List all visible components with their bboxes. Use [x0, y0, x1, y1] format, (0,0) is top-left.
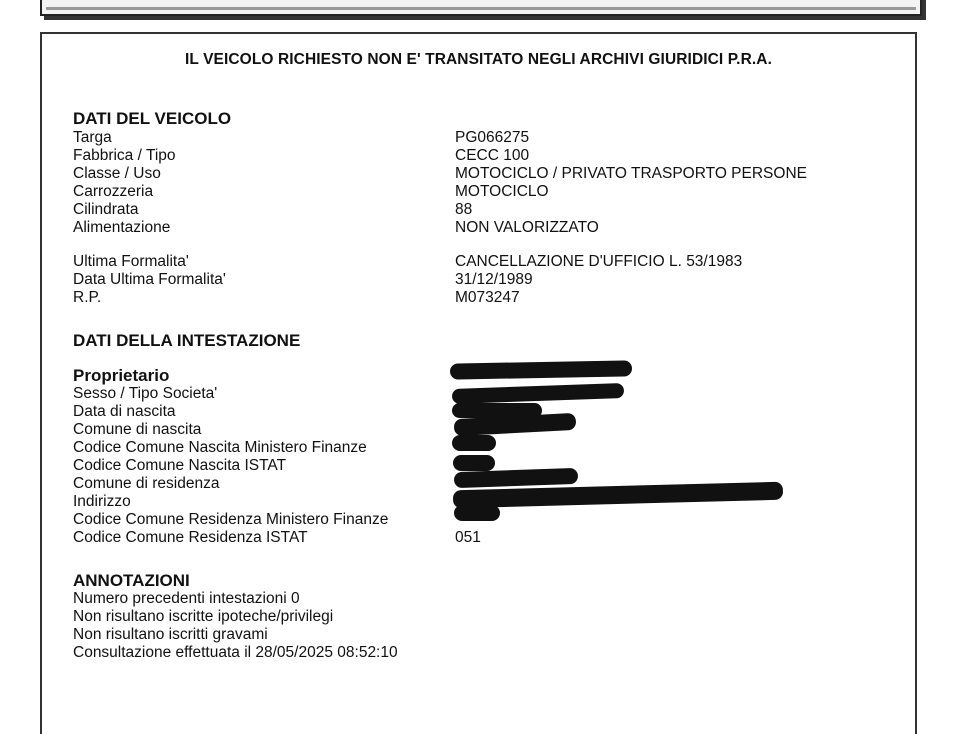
- vehicle-section-heading: DATI DEL VEICOLO: [73, 109, 232, 128]
- document-frame: [40, 32, 917, 734]
- formalita-value: 31/12/1989: [455, 271, 533, 288]
- owner-field-label: Sesso / Tipo Societa': [73, 385, 218, 402]
- owner-field-label: Comune di nascita: [73, 421, 202, 438]
- redaction-mark: [454, 468, 578, 488]
- vehicle-field-label: Fabbrica / Tipo: [73, 147, 176, 164]
- annotazioni-section-heading: ANNOTAZIONI: [73, 571, 190, 590]
- vehicle-field-label: Targa: [73, 129, 112, 146]
- vehicle-field-label: Cilindrata: [73, 201, 139, 218]
- owner-field-value: 051: [455, 529, 481, 546]
- redaction-mark: [454, 505, 500, 521]
- annotation-line: Consultazione effettuata il 28/05/2025 08:52:10: [73, 644, 398, 661]
- owner-field-label: Codice Comune Residenza ISTAT: [73, 529, 308, 546]
- owner-field-label: Data di nascita: [73, 403, 176, 420]
- frame-inner-line: [46, 7, 916, 10]
- formalita-value: M073247: [455, 289, 520, 306]
- vehicle-field-label: Alimentazione: [73, 219, 171, 236]
- owner-field-label: Codice Comune Nascita ISTAT: [73, 457, 287, 474]
- owner-field-label: Codice Comune Residenza Ministero Finanze: [73, 511, 389, 528]
- formalita-value: CANCELLAZIONE D'UFFICIO L. 53/1983: [455, 253, 743, 270]
- owner-field-label: Comune di residenza: [73, 475, 220, 492]
- vehicle-field-value: PG066275: [455, 129, 530, 146]
- vehicle-field-value: MOTOCICLO / PRIVATO TRASPORTO PERSONE: [455, 165, 807, 182]
- vehicle-field-label: Carrozzeria: [73, 183, 154, 200]
- vehicle-field-value: MOTOCICLO: [455, 183, 549, 200]
- annotation-line: Non risultano iscritti gravami: [73, 626, 268, 643]
- owner-field-label: Indirizzo: [73, 493, 131, 510]
- intestazione-section-heading: DATI DELLA INTESTAZIONE: [73, 331, 301, 350]
- formalita-label: Ultima Formalita': [73, 253, 189, 270]
- redaction-mark: [453, 455, 495, 471]
- annotation-line: Non risultano iscritte ipoteche/privilegi: [73, 608, 334, 625]
- owner-label: Proprietario: [73, 366, 170, 385]
- owner-field-label: Codice Comune Nascita Ministero Finanze: [73, 439, 367, 456]
- redaction-mark: [452, 383, 624, 404]
- vehicle-field-value: NON VALORIZZATO: [455, 219, 599, 236]
- redaction-mark: [452, 435, 496, 451]
- redaction-mark: [450, 360, 632, 379]
- vehicle-field-value: 88: [455, 201, 473, 218]
- formalita-label: R.P.: [73, 289, 102, 306]
- formalita-label: Data Ultima Formalita': [73, 271, 226, 288]
- document-title: IL VEICOLO RICHIESTO NON E' TRANSITATO NEGLI ARCHIVI GIURIDICI P.R.A.: [184, 51, 772, 68]
- vehicle-field-value: CECC 100: [455, 147, 530, 164]
- annotation-line: Numero precedenti intestazioni 0: [73, 590, 300, 607]
- vehicle-field-label: Classe / Uso: [73, 165, 161, 182]
- previous-page-frame: [40, 0, 922, 16]
